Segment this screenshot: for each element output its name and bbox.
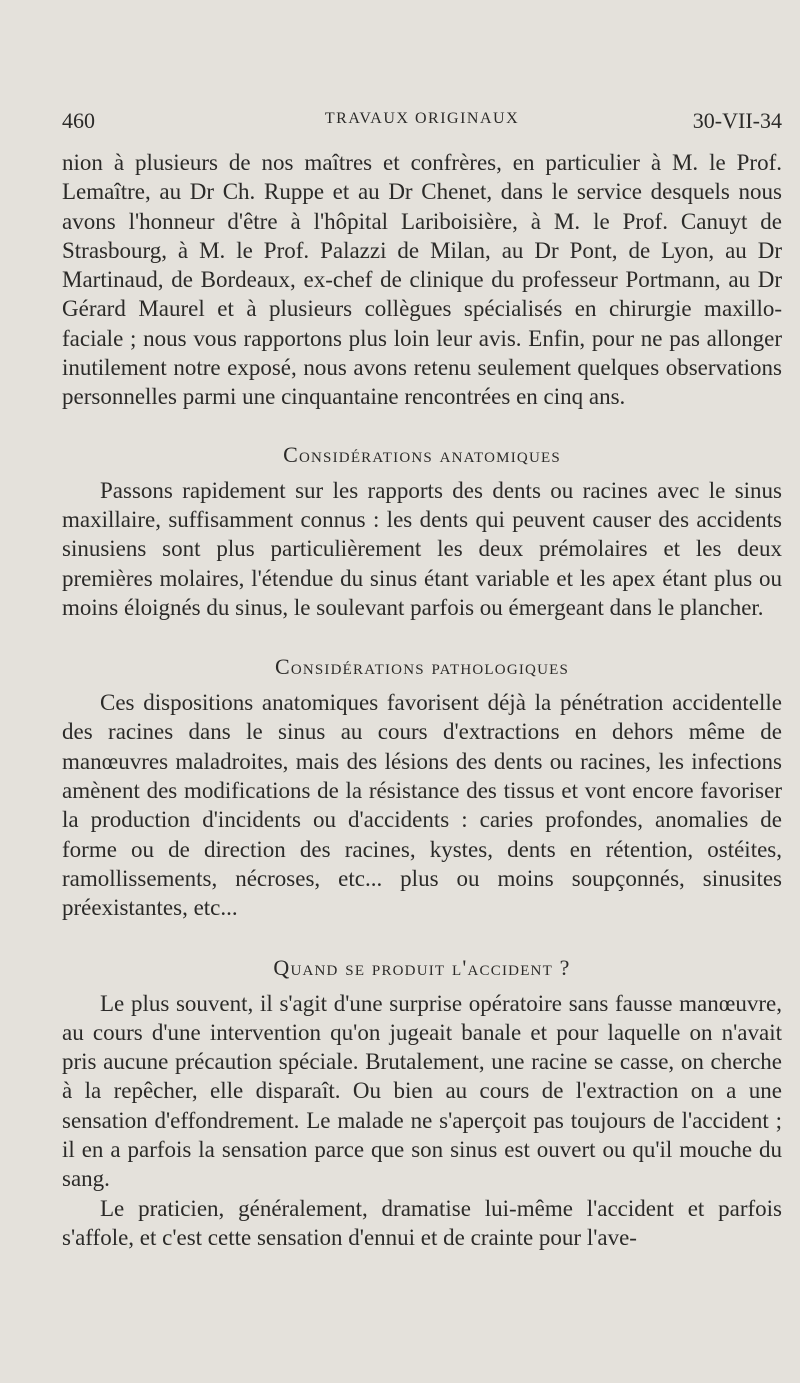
heading-considerations-anatomiques: Considérations anatomiques [283,441,561,467]
paragraph-quand: Le plus souvent, il s'agit d'une surprise opératoire sans fausse manœuvre, au cours d'une intervention qu'on jugeait banale et pour laquelle on n'avait pris aucune précaution spéciale. Brutalement, une racine se casse, on cherche à la repêcher, elle disparaît. Ou bien au cours de l'extraction on a une sensation d'effondrement. Le malade ne s'aperçoit pas toujours de l'accident ; il en a parfois la sensation parce que son sinus est ouvert ou qu'il mouche du sang. [62,990,782,1192]
paragraph-anatomiques: Passons rapidement sur les rapports des dents ou racines avec le sinus maxillaire, suffisamment connus : les dents qui peuvent causer des accidents sinusiens sont plus particulièrement les deux prémolaires et les deux premières molaires, l'étendue du sinus étant variable et les apex étant plus ou moins éloignés du sinus, le soulevant parfois ou émergeant dans le plancher. [62,477,782,620]
body-text [62,148,782,1252]
page-number: 460 [62,108,95,133]
heading-considerations-pathologiques: Considérations pathologiques [274,654,570,680]
paragraph-pathologiques: Ces dispositions anatomiques favorisent déjà la pénétration accidentelle des racines dans le sinus au cours d'extractions en dehors même de manœuvres maladroites, mais des lésions des dents ou racines, les infections amènent des modifications de la résistance des tissus et vont encore favoriser la production d'incidents ou d'accidents : caries profondes, anomalies de forme ou de direction des racines, kystes, dents en rétention, ostéites, ramollissements, nécroses, etc... plus ou moins soupçonnés, sinusites préexistantes, etc... [62,690,782,921]
heading-quand-accident: Quand se produit l'accident ? [273,954,571,980]
running-title: TRAVAUX ORIGINAUX [324,110,520,127]
paragraph-intro: nion à plusieurs de nos maîtres et confrères, en particulier à M. le Prof. Lemaître, au Dr Ch. Ruppe et au Dr Chenet, dans le service desquels nous avons l'honneur d'être à l'hôpital Lariboisière, à M. le Prof. Canuyt de Strasbourg, à M. le Prof. Palazzi de Milan, au Dr Pont, de Lyon, au Dr Martinaud, de Bordeaux, ex-chef de clinique du professeur Portmann, au Dr Gérard Maurel et à plusieurs collègues spécialisés en chirurgie maxillo-faciale ; nous vous rapportons plus loin leur avis. Enfin, pour ne pas allonger inutilement notre exposé, nous avons retenu seulement quelques observations personnelles parmi une cinquantaine rencontrées en cinq ans. [62,150,782,410]
issue-date: 30-VII-34 [692,108,782,133]
running-header [62,108,782,140]
paragraph-praticien: Le praticien, généralement, dramatise lui-même l'accident et parfois s'affole, et c'est cette sensation d'ennui et de crainte pour l'ave- [62,1195,782,1250]
